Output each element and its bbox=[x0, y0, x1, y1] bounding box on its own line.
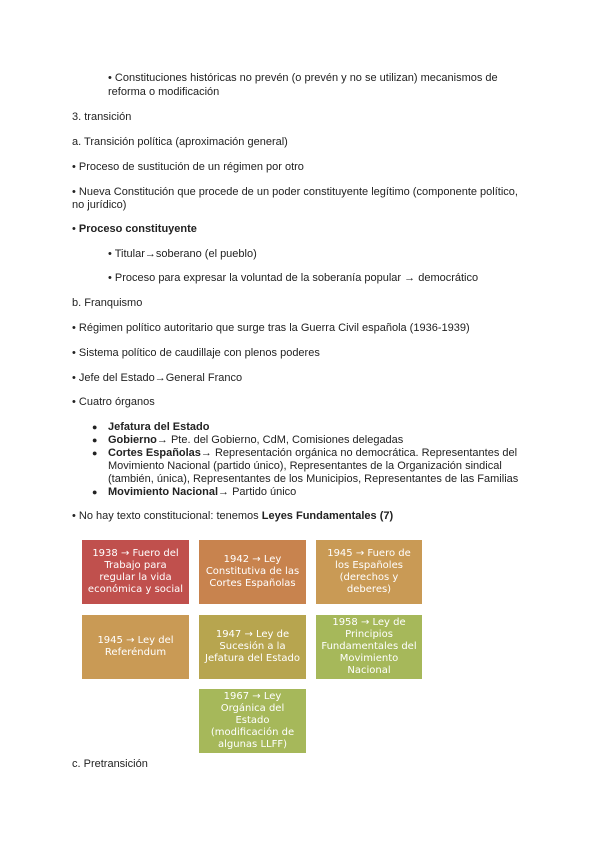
text-line: • Jefe del Estado→General Franco bbox=[72, 372, 243, 384]
subsection-heading: b. Franquismo bbox=[72, 297, 143, 309]
text-line bbox=[72, 510, 393, 523]
organs-list bbox=[92, 421, 532, 499]
text-line: • Proceso de sustitución de un régimen por otro bbox=[72, 161, 304, 173]
law-box: 1945 → Ley del Referéndum bbox=[82, 615, 189, 679]
item-text: → Partido único bbox=[218, 486, 297, 498]
bullet: ● bbox=[92, 448, 98, 458]
text-line: reforma o modificación bbox=[108, 86, 220, 98]
law-box: 1958 → Ley de Principios Fundamentales del Movimiento Nacional bbox=[316, 615, 422, 679]
section-heading: 3. transición bbox=[72, 111, 132, 123]
list-item bbox=[92, 421, 532, 434]
bullet: ● bbox=[92, 487, 98, 497]
text-line: • Titular→soberano (el pueblo) bbox=[108, 248, 257, 260]
bold-term: Leyes Fundamentales (7) bbox=[261, 510, 394, 522]
text-line: • Nueva Constitución que procede de un poder constituyente legítimo (componente político, no jurídico) bbox=[72, 186, 518, 211]
bullet: ● bbox=[92, 422, 98, 432]
bold-term: Proceso constituyente bbox=[78, 223, 197, 235]
law-box: 1947 → Ley de Sucesión a la Jefatura del Estado bbox=[199, 615, 306, 679]
subsection-heading: a. Transición política (aproximación general) bbox=[72, 136, 288, 148]
bold-term: Jefatura del Estado bbox=[108, 421, 210, 433]
law-box: 1967 → Ley Orgánica del Estado (modificación de algunas LLFF) bbox=[199, 689, 306, 753]
text-line: • Sistema político de caudillaje con plenos poderes bbox=[72, 347, 320, 359]
list-item bbox=[92, 486, 532, 499]
law-box: 1945 → Fuero de los Españoles (derechos y deberes) bbox=[316, 540, 422, 604]
subsection-heading: c. Pretransición bbox=[72, 758, 148, 770]
item-text: → Representación orgánica no democrática. Representantes del Movimiento Nacional (partido único), Representantes de la Organización sindical (también, única), Representantes de los Municipios, Representantes de las Familias bbox=[108, 447, 519, 485]
list-item bbox=[92, 447, 532, 486]
law-box: 1938 → Fuero del Trabajo para regular la vida económica y social bbox=[82, 540, 189, 604]
text-line-bold bbox=[72, 223, 197, 236]
bullet: ● bbox=[92, 435, 98, 445]
bullet: • bbox=[72, 223, 79, 235]
text-line: • Proceso para expresar la voluntad de la soberanía popular → democrático bbox=[108, 272, 479, 284]
bold-term: Cortes Españolas bbox=[108, 447, 201, 459]
text-line: • Constituciones históricas no prevén (o prevén y no se utilizan) mecanismos de bbox=[108, 72, 498, 84]
text-line: • Régimen político autoritario que surge tras la Guerra Civil española (1936-1939) bbox=[72, 322, 470, 334]
bold-term: Gobierno bbox=[108, 434, 157, 446]
item-text: → Pte. del Gobierno, CdM, Comisiones delegadas bbox=[156, 434, 404, 446]
law-box: 1942 → Ley Constitutiva de las Cortes Españolas bbox=[199, 540, 306, 604]
text-fragment: • No hay texto constitucional: tenemos bbox=[72, 510, 262, 522]
list-item bbox=[92, 434, 532, 447]
text-line: • Cuatro órganos bbox=[72, 396, 155, 408]
bold-term: Movimiento Nacional bbox=[108, 486, 219, 498]
